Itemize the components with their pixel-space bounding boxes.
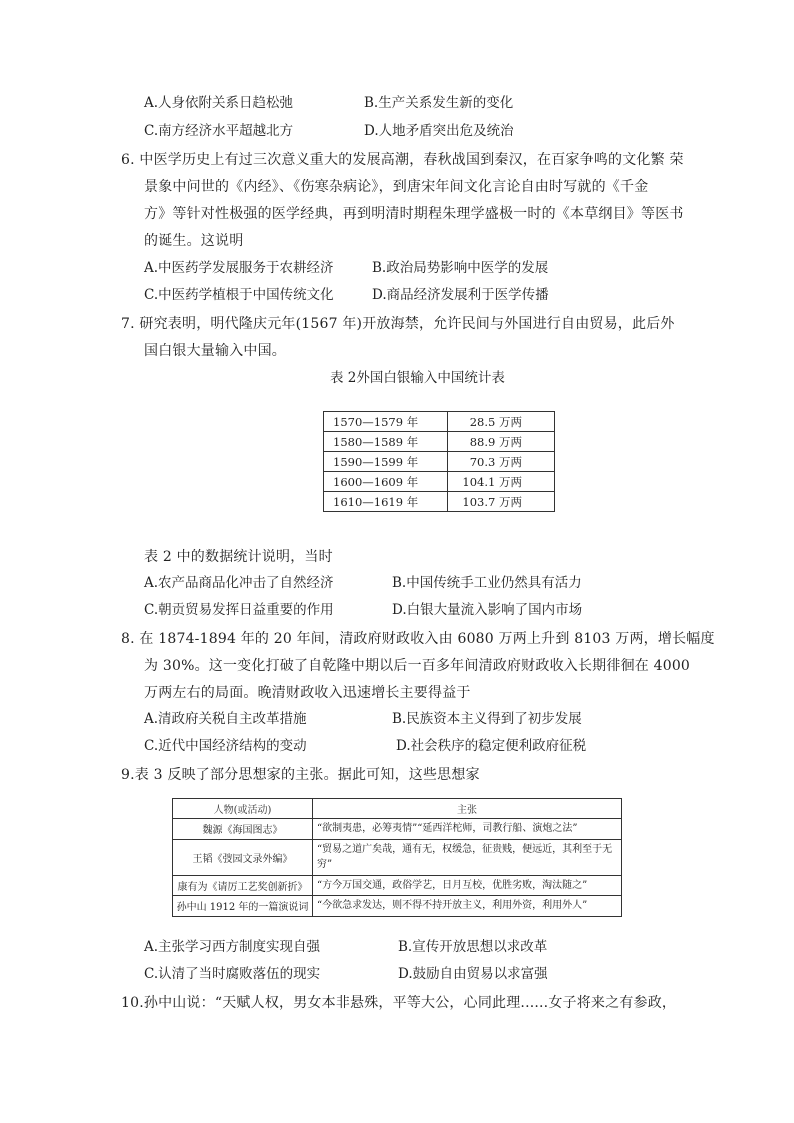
q7-question: 表 2 中的数据统计说明，当时: [144, 549, 333, 565]
table-row: [324, 492, 555, 512]
q8-option-d: D.社会秩序的稳定便利政府征税: [396, 738, 587, 754]
q5-option-c: C.南方经济水平超越北方: [144, 123, 294, 139]
q7-stem-line-1: 7. 研究表明，明代隆庆元年(1567 年)开放海禁，允许民间与外国进行自由贸易，此后外: [121, 316, 675, 332]
q7-option-d: D.白银大量流入影响了国内市场: [392, 602, 583, 618]
table-row: [173, 875, 622, 896]
q5-option-d: D.人地矛盾突出危及统治: [364, 123, 514, 139]
q6-stem-line-1: 6. 中医学历史上有过三次意义重大的发展高潮，春秋战国到秦汉，在百家争鸣的文化繁 荣: [121, 152, 684, 168]
table-row: [324, 472, 555, 492]
q6-option-d: D.商品经济发展利于医学传播: [372, 287, 549, 303]
q6-stem-line-2: 景象中问世的《内经》、《伤寒杂病论》，到唐宋年间文化言论自由时写就的《千金: [144, 179, 649, 195]
table-cell-person: 康有为《请厉工艺奖创新折》: [173, 875, 313, 896]
table-row: [173, 839, 622, 875]
q6-stem-line-3: 方》等针对性极强的医学经典，再到明清时期程朱理学盛极一时的《本草纲目》等医书: [144, 206, 684, 222]
table-cell-view: “方今万国交通，政俗学艺，日月互校，优胜劣败，淘汰随之”: [313, 875, 622, 896]
table-header-view: 主张: [313, 799, 622, 819]
table-cell-period: 1610—1619 年: [324, 492, 448, 512]
q7-stem-line-2: 国白银大量输入中国。: [144, 343, 286, 359]
table-cell-amount: 28.5 万两: [448, 412, 555, 432]
q6-option-c: C.中医药学植根于中国传统文化: [144, 287, 334, 303]
q8-stem-line-1: 8. 在 1874-1894 年的 20 年间，清政府财政收入由 6080 万两上升到 8103 万两，增长幅度: [121, 631, 715, 647]
q7-option-b: B.中国传统手工业仍然具有活力: [392, 575, 582, 591]
table-cell-amount: 103.7 万两: [448, 492, 555, 512]
table-header-person: 人物(或活动): [173, 799, 313, 819]
table-cell-person: 王韬《弢园文录外编》: [173, 839, 313, 875]
table-row: [324, 412, 555, 432]
table-cell-person: 孙中山 1912 年的一篇演说词: [173, 896, 313, 917]
q9-option-d: D.鼓励自由贸易以求富强: [398, 966, 548, 982]
q9-option-b: B.宣传开放思想以求改革: [398, 939, 548, 955]
silver-import-table: [323, 411, 555, 512]
table-row: [173, 819, 622, 840]
thinkers-table: [172, 798, 622, 917]
q7-option-a: A.农产品商品化冲击了自然经济: [144, 575, 334, 591]
q9-stem: 9.表 3 反映了部分思想家的主张。据此可知，这些思想家: [121, 767, 480, 783]
table-row: [324, 432, 555, 452]
table-cell-amount: 88.9 万两: [448, 432, 555, 452]
q6-stem-line-4: 的诞生。这说明: [144, 233, 244, 249]
table-cell-period: 1580—1589 年: [324, 432, 448, 452]
q6-option-a: A.中医药学发展服务于农耕经济: [144, 260, 334, 276]
table-row: [324, 452, 555, 472]
table-cell-view: “贸易之道广矣哉，通有无，权缓急，征贵贱，便远近，其利至于无穷”: [313, 839, 622, 875]
table-cell-amount: 104.1 万两: [448, 472, 555, 492]
table-header-row: [173, 799, 622, 819]
q8-option-a: A.清政府关税自主改革措施: [144, 711, 307, 727]
q10-stem: 10.孙中山说：“天赋人权，男女本非悬殊，平等大公，心同此理......女子将来之有参政，: [121, 995, 677, 1011]
q9-option-c: C.认清了当时腐败落伍的现实: [144, 966, 321, 982]
table-cell-person: 魏源《海国图志》: [173, 819, 313, 840]
table-cell-view: “今欲急求发达，则不得不持开放主义，利用外资，利用外人”: [313, 896, 622, 917]
table-2-caption: 表 2外国白银输入中国统计表: [330, 370, 505, 386]
q5-option-b: B.生产关系发生新的变化: [364, 95, 514, 111]
table-row: [173, 896, 622, 917]
q8-stem-line-3: 万两左右的局面。晚清财政收入迅速增长主要得益于: [144, 685, 471, 701]
q5-option-a: A.人身依附关系日趋松弛: [144, 95, 294, 111]
table-cell-period: 1590—1599 年: [324, 452, 448, 472]
q6-option-b: B.政治局势影响中医学的发展: [372, 260, 549, 276]
q9-option-a: A.主张学习西方制度实现自强: [144, 939, 321, 955]
table-cell-amount: 70.3 万两: [448, 452, 555, 472]
q8-option-b: B.民族资本主义得到了初步发展: [392, 711, 582, 727]
table-cell-period: 1570—1579 年: [324, 412, 448, 432]
q8-option-c: C.近代中国经济结构的变动: [144, 738, 307, 754]
q7-option-c: C.朝贡贸易发挥日益重要的作用: [144, 602, 334, 618]
table-cell-period: 1600—1609 年: [324, 472, 448, 492]
table-cell-view: “欲制夷患，必筹夷情”“延西洋柁师，司教行船、演炮之法”: [313, 819, 622, 840]
q8-stem-line-2: 为 30%。这一变化打破了自乾隆中期以后一百多年间清政府财政收入长期徘徊在 4000: [144, 658, 691, 674]
